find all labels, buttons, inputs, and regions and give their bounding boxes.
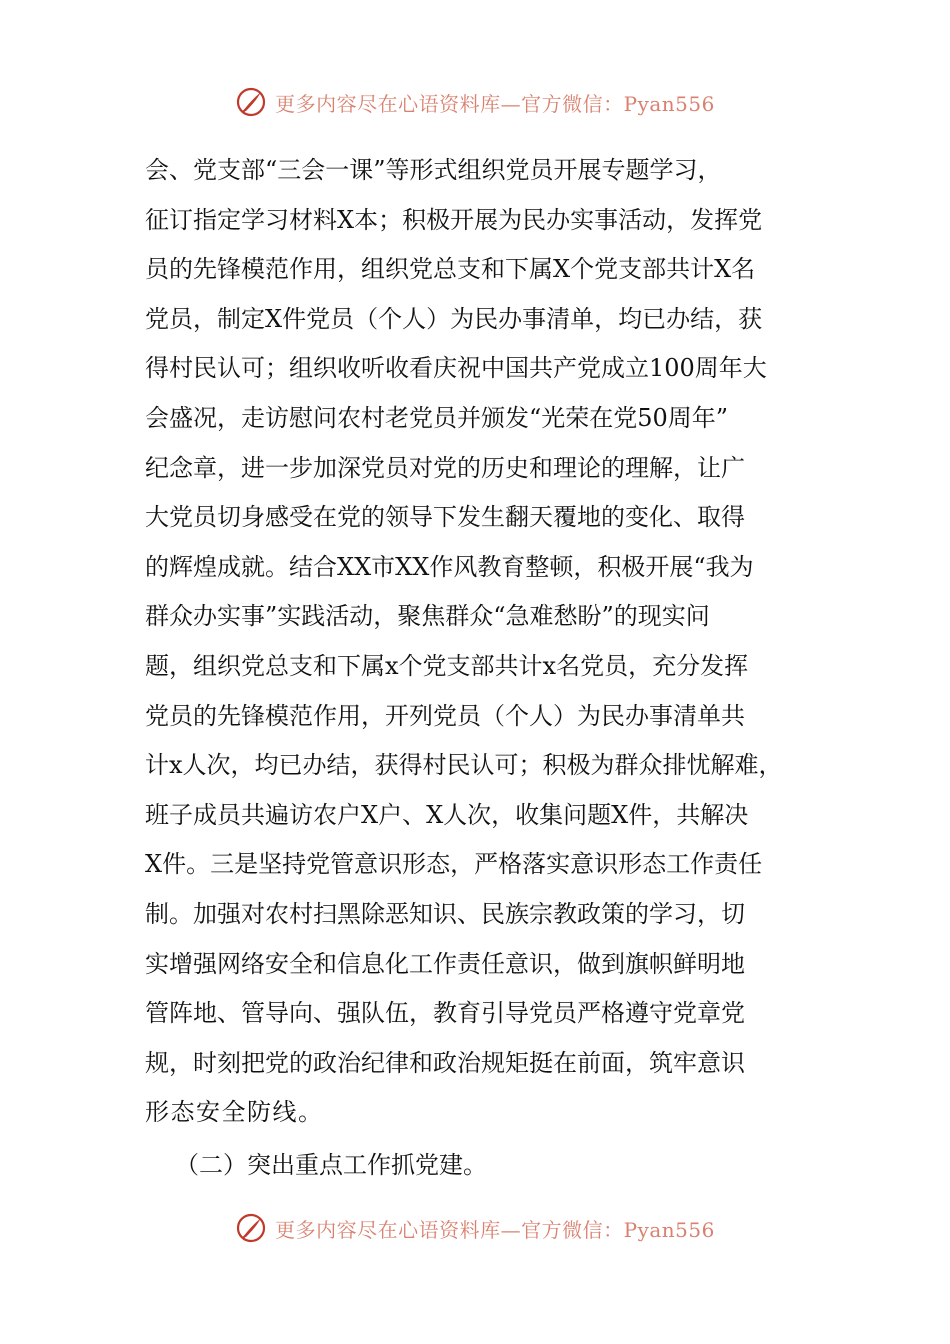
- body-line: 纪念章，进一步加深党员对党的历史和理论的理解，让广: [145, 453, 745, 482]
- body-line: 规，时刻把党的政治纪律和政治规矩挺在前面，筑牢意识: [145, 1048, 745, 1077]
- quill-logo-icon: [235, 1212, 267, 1244]
- document-body: [145, 146, 809, 1138]
- watermark-text: 更多内容尽在心语资料库—官方微信：Pyan556: [275, 91, 715, 116]
- body-line: 实增强网络安全和信息化工作责任意识，做到旗帜鲜明地: [145, 949, 745, 978]
- watermark-header: [0, 82, 950, 122]
- watermark-text: 更多内容尽在心语资料库—官方微信：Pyan556: [275, 1217, 715, 1242]
- body-line: 管阵地、管导向、强队伍，教育引导党员严格遵守党章党: [145, 999, 745, 1028]
- body-line: 党员的先锋模范作用，开列党员（个人）为民办事清单共: [145, 701, 745, 730]
- body-line: 会、党支部“三会一课”等形式组织党员开展专题学习，: [145, 156, 722, 184]
- section-heading: （二）突出重点工作抓党建。: [175, 1151, 487, 1179]
- body-line: 得村民认可；组织收听收看庆祝中国共产党成立100周年大: [145, 354, 767, 383]
- body-line: 计x人次，均已办结，获得村民认可；积极为群众排忧解难，: [145, 751, 783, 780]
- body-line: 形态安全防线。: [145, 1098, 324, 1127]
- body-line: 班子成员共遍访农户X户、X人次，收集问题X件，共解决: [145, 800, 749, 829]
- body-line: 员的先锋模范作用，组织党总支和下属X个党支部共计X名: [145, 255, 756, 284]
- body-line: 制。加强对农村扫黑除恶知识、民族宗教政策的学习，切: [145, 899, 745, 928]
- body-line: 题，组织党总支和下属x个党支部共计x名党员，充分发挥: [145, 651, 749, 680]
- body-line: 党员，制定X件党员（个人）为民办事清单，均已办结，获: [145, 304, 763, 333]
- quill-logo-icon: [235, 86, 267, 118]
- watermark-footer: [0, 1208, 950, 1248]
- body-line: 会盛况，走访慰问农村老党员并颁发“光荣在党50周年”: [145, 403, 729, 432]
- body-line: 大党员切身感受在党的领导下发生翻天覆地的变化、取得: [145, 503, 745, 532]
- body-line: X件。三是坚持党管意识形态，严格落实意识形态工作责任: [145, 850, 763, 879]
- body-line: 的辉煌成就。结合XX市XX作风教育整顿，积极开展“我为: [145, 552, 754, 581]
- body-line: 征订指定学习材料X本；积极开展为民办实事活动，发挥党: [145, 205, 763, 234]
- body-line: 群众办实事”实践活动，聚焦群众“急难愁盼”的现实问: [145, 602, 710, 631]
